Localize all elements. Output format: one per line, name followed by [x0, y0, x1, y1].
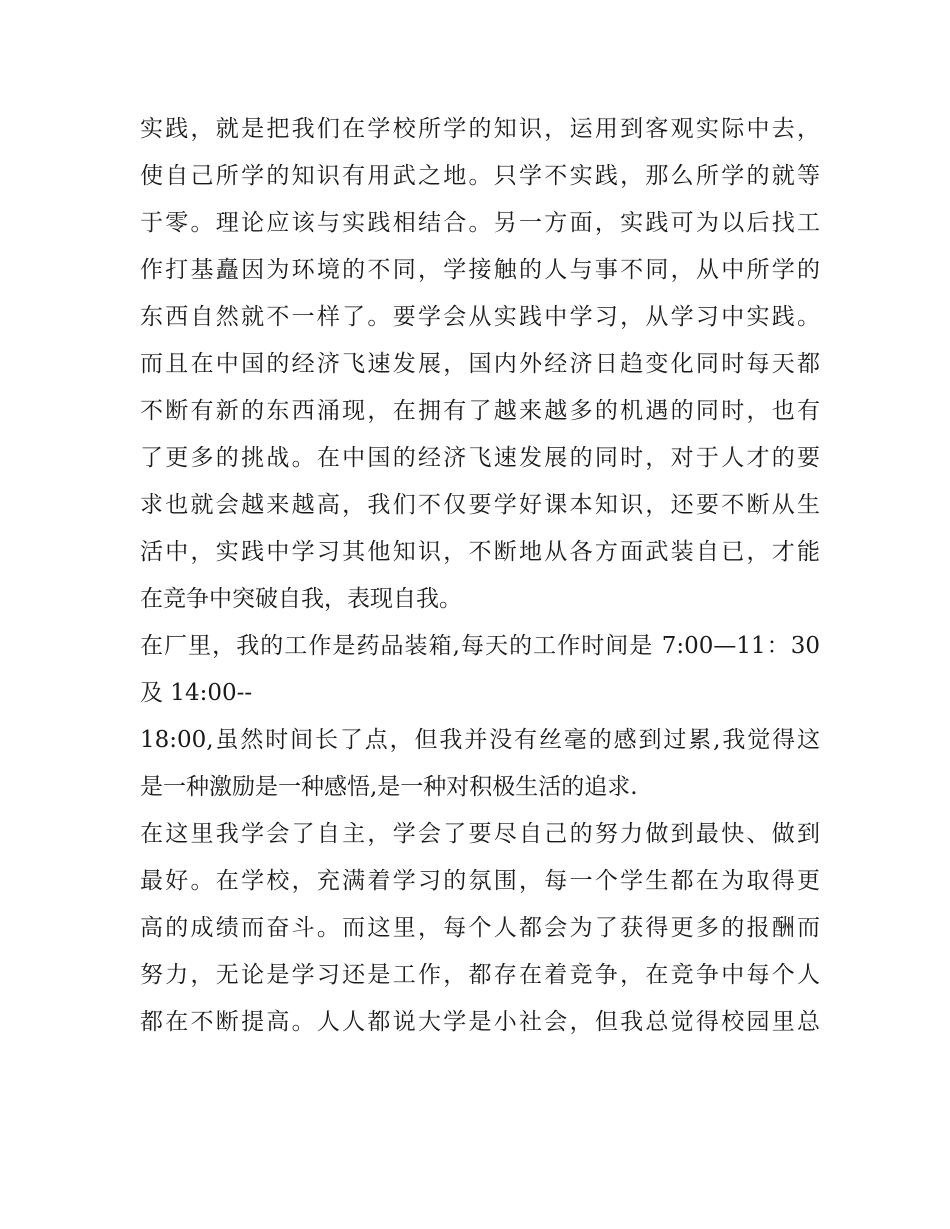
- text-line: 在这里我学会了自主，学会了要尽自己的努力做到最快、做到: [140, 821, 820, 847]
- text-line: 都在不断提高。人人都说大学是小社会，但我总觉得校园里总: [140, 1009, 820, 1035]
- text-line: 及 14:00--: [140, 680, 253, 706]
- text-line: 在厂里，我的工作是药品装箱,每天的工作时间是 7:00—11：30: [140, 633, 820, 659]
- text-line: 最好。在学校，充满着学习的氛围，每一个学生都在为取得更: [140, 868, 820, 894]
- text-line: 使自己所学的知识有用武之地。只学不实践，那么所学的就等: [140, 163, 820, 189]
- text-line: 活中，实践中学习其他知识，不断地从各方面武装自已，才能: [140, 539, 820, 565]
- text-line: 高的成绩而奋斗。而这里，每个人都会为了获得更多的报酬而: [140, 915, 820, 941]
- text-line: 是一种激励是一种感悟,是一种对积极生活的追求.: [140, 774, 638, 800]
- text-line: 于零。理论应该与实践相结合。另一方面，实践可为以后找工: [140, 210, 820, 236]
- text-line: 求也就会越来越高，我们不仅要学好课本知识，还要不断从生: [140, 492, 820, 518]
- text-line: 作打基矗因为环境的不同，学接触的人与事不同，从中所学的: [140, 257, 820, 283]
- text-line: 在竞争中突破自我，表现自我。: [140, 586, 462, 612]
- text-line: 了更多的挑战。在中国的经济飞速发展的同时，对于人才的要: [140, 445, 820, 471]
- text-line: 努力，无论是学习还是工作，都存在着竞争，在竞争中每个人: [140, 962, 820, 988]
- text-line: 东西自然就不一样了。要学会从实践中学习，从学习中实践。: [140, 304, 820, 330]
- document-body: [140, 106, 820, 1046]
- text-line: 18:00,虽然时间长了点，但我并没有丝毫的感到过累,我觉得这: [140, 727, 820, 753]
- text-line: 而且在中国的经济飞速发展，国内外经济日趋变化同时每天都: [140, 351, 820, 377]
- text-line: 实践，就是把我们在学校所学的知识，运用到客观实际中去，: [140, 116, 820, 142]
- text-line: 不断有新的东西涌现，在拥有了越来越多的机遇的同时，也有: [140, 398, 820, 424]
